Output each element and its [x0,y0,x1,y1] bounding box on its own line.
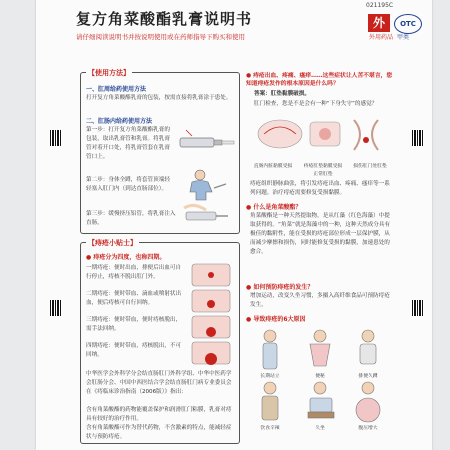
page-subtitle: 请仔细阅读说明书并按说明使用或在药师指导下购买和使用 [76,33,245,41]
right-para2: 角菜酸酯是一种天然提取物，是从红藻（红色海藻）中提取获得的。“角菜”就是海藻中的一种，这种天然成分具有极佳的黏附性，能在受损的痔疮部位形成一层保护膜，从而减少摩擦和损伤，同时能修复受损的黏膜，加速患处的愈合。 [250,213,391,255]
usage-part1-title: 一、肛周给药使用方法 [86,86,147,93]
instruction-sheet [36,0,432,450]
right-q2: 肛门检查，您是不是会有一种“下身失守”的感觉？ [254,101,378,107]
left-column [80,64,240,444]
tips-guideline-note3: 含有角菜酸酯可作为替代药物，不含激素的特点，能减轻症状与预防痔疮。 [86,425,232,440]
cause-1: 长期站立 [260,374,280,379]
rectal-mucosa-diagram [250,112,394,160]
caption-damaged-cushion: 损伤肛门处肛垫 [353,164,387,169]
usage-part2-title: 二、肛肠内给药使用方法 [86,118,153,125]
caption-rectal-mucosa: 直肠内脏黏膜受损 [253,164,293,169]
product-code: 021195C [366,2,394,9]
usage-heading: 【使用方法】 [88,69,130,77]
caption-normal-cushion: 正常肛垫 [313,172,333,177]
barcode-icon [50,300,62,316]
squatting-person-illustration [180,168,232,202]
right-q1: ● 痔疮出血、疼痛、瘙痒……这些症状让人苦不堪言，您知道痔疮发作的根本原因是什么吗？ [246,73,393,87]
cause-5: 久坐 [315,426,325,431]
external-use-label: 外用药品 [369,34,394,41]
usage-step1: 第一步：打开复方角菜酸酯乳膏的包装，取出乳膏管和乳膏。将乳膏管对着开口处，将乳膏管套在乳膏管口上。 [86,127,170,160]
page-title: 复方角菜酸酯乳膏说明书 [76,10,253,28]
tips-degree2: 二期痔疮：便时带血、滴血或喷射状出血，便后痔核可自行回纳。 [86,291,182,306]
right-q5: ● 导致痔疮的6大原因 [246,316,306,323]
tips-heading: 【痔疮小贴士】 [88,239,137,247]
cream-tube-illustration [176,124,236,158]
cause-2: 便秘 [315,374,325,379]
caption-anal-cushion: 痔疮肛垫黏膜受损 [303,164,343,169]
tips-q1: ● 痔疮分为四度，也称四期。 [86,254,166,261]
usage-step2: 第二步：身体全蹲，将套管顶端轻轻塞入肛门内（到达直肠部位）。 [86,177,170,192]
cause-3: 排便久蹲 [358,374,378,379]
tips-degree3: 三期痔疮：便时带血，便时痔核脱出，需手法回纳。 [86,317,182,332]
usage-part1-text: 打开复方角菜酸酯乳膏的包装，按需直接将乳膏涂于患处。 [86,95,232,101]
right-q4: ● 如何预防痔疮的发生？ [246,284,314,291]
tips-degree1: 一期痔疮：便时出血，排便后出血可自行停止，痔核不脱出肛门外。 [86,265,182,280]
tips-guideline-note2: 含有角菜酸酯的药物能覆盖保护和润滑肛门粘膜，乳膏对痔具有较好的治疗作用。 [86,407,232,422]
six-causes-illustration [248,326,394,438]
tips-degree4: 四期痔疮：便时带血，痔核脱出，不可回纳。 [86,343,182,358]
cause-6: 腹压增大 [358,426,378,431]
otc-badge: OTC [394,14,422,34]
squeeze-tube-illustration [180,202,232,228]
right-q3: ● 什么是角菜酸酯？ [246,204,302,211]
right-column [246,64,396,444]
external-use-badge: 外 [368,14,390,32]
cause-4: 饮食辛辣 [260,426,280,431]
barcode-icon [412,300,424,316]
right-para1: 痔疮组织静脉曲张，将引发痔疮出血、疼痛、瘙痒等一系列问题。治疗痔疮需要修复受损黏膜。 [250,181,390,196]
usage-step3: 第三步：缓慢挤压铝管，将乳膏注入直肠。 [86,211,176,226]
right-para3: 增加运动，改变久坐习惯，多摄入高纤维食品可预防痔疮发生。 [250,293,390,308]
tips-guideline-note: 中华医学会外科学分会结直肠肛门外科学组、中华中医药学会肛肠分会、中国中西医结合学会结直肠肛门病专业委员会在《痔临床诊治指南（2006版）》指出： [86,371,232,395]
barcode-icon [412,130,424,146]
hemorrhoid-degree-diagrams [188,262,234,366]
barcode-icon [50,130,62,146]
otc-label: 甲类 [397,34,410,41]
right-a1: 答案：肛垫黏膜破损。 [254,91,310,97]
